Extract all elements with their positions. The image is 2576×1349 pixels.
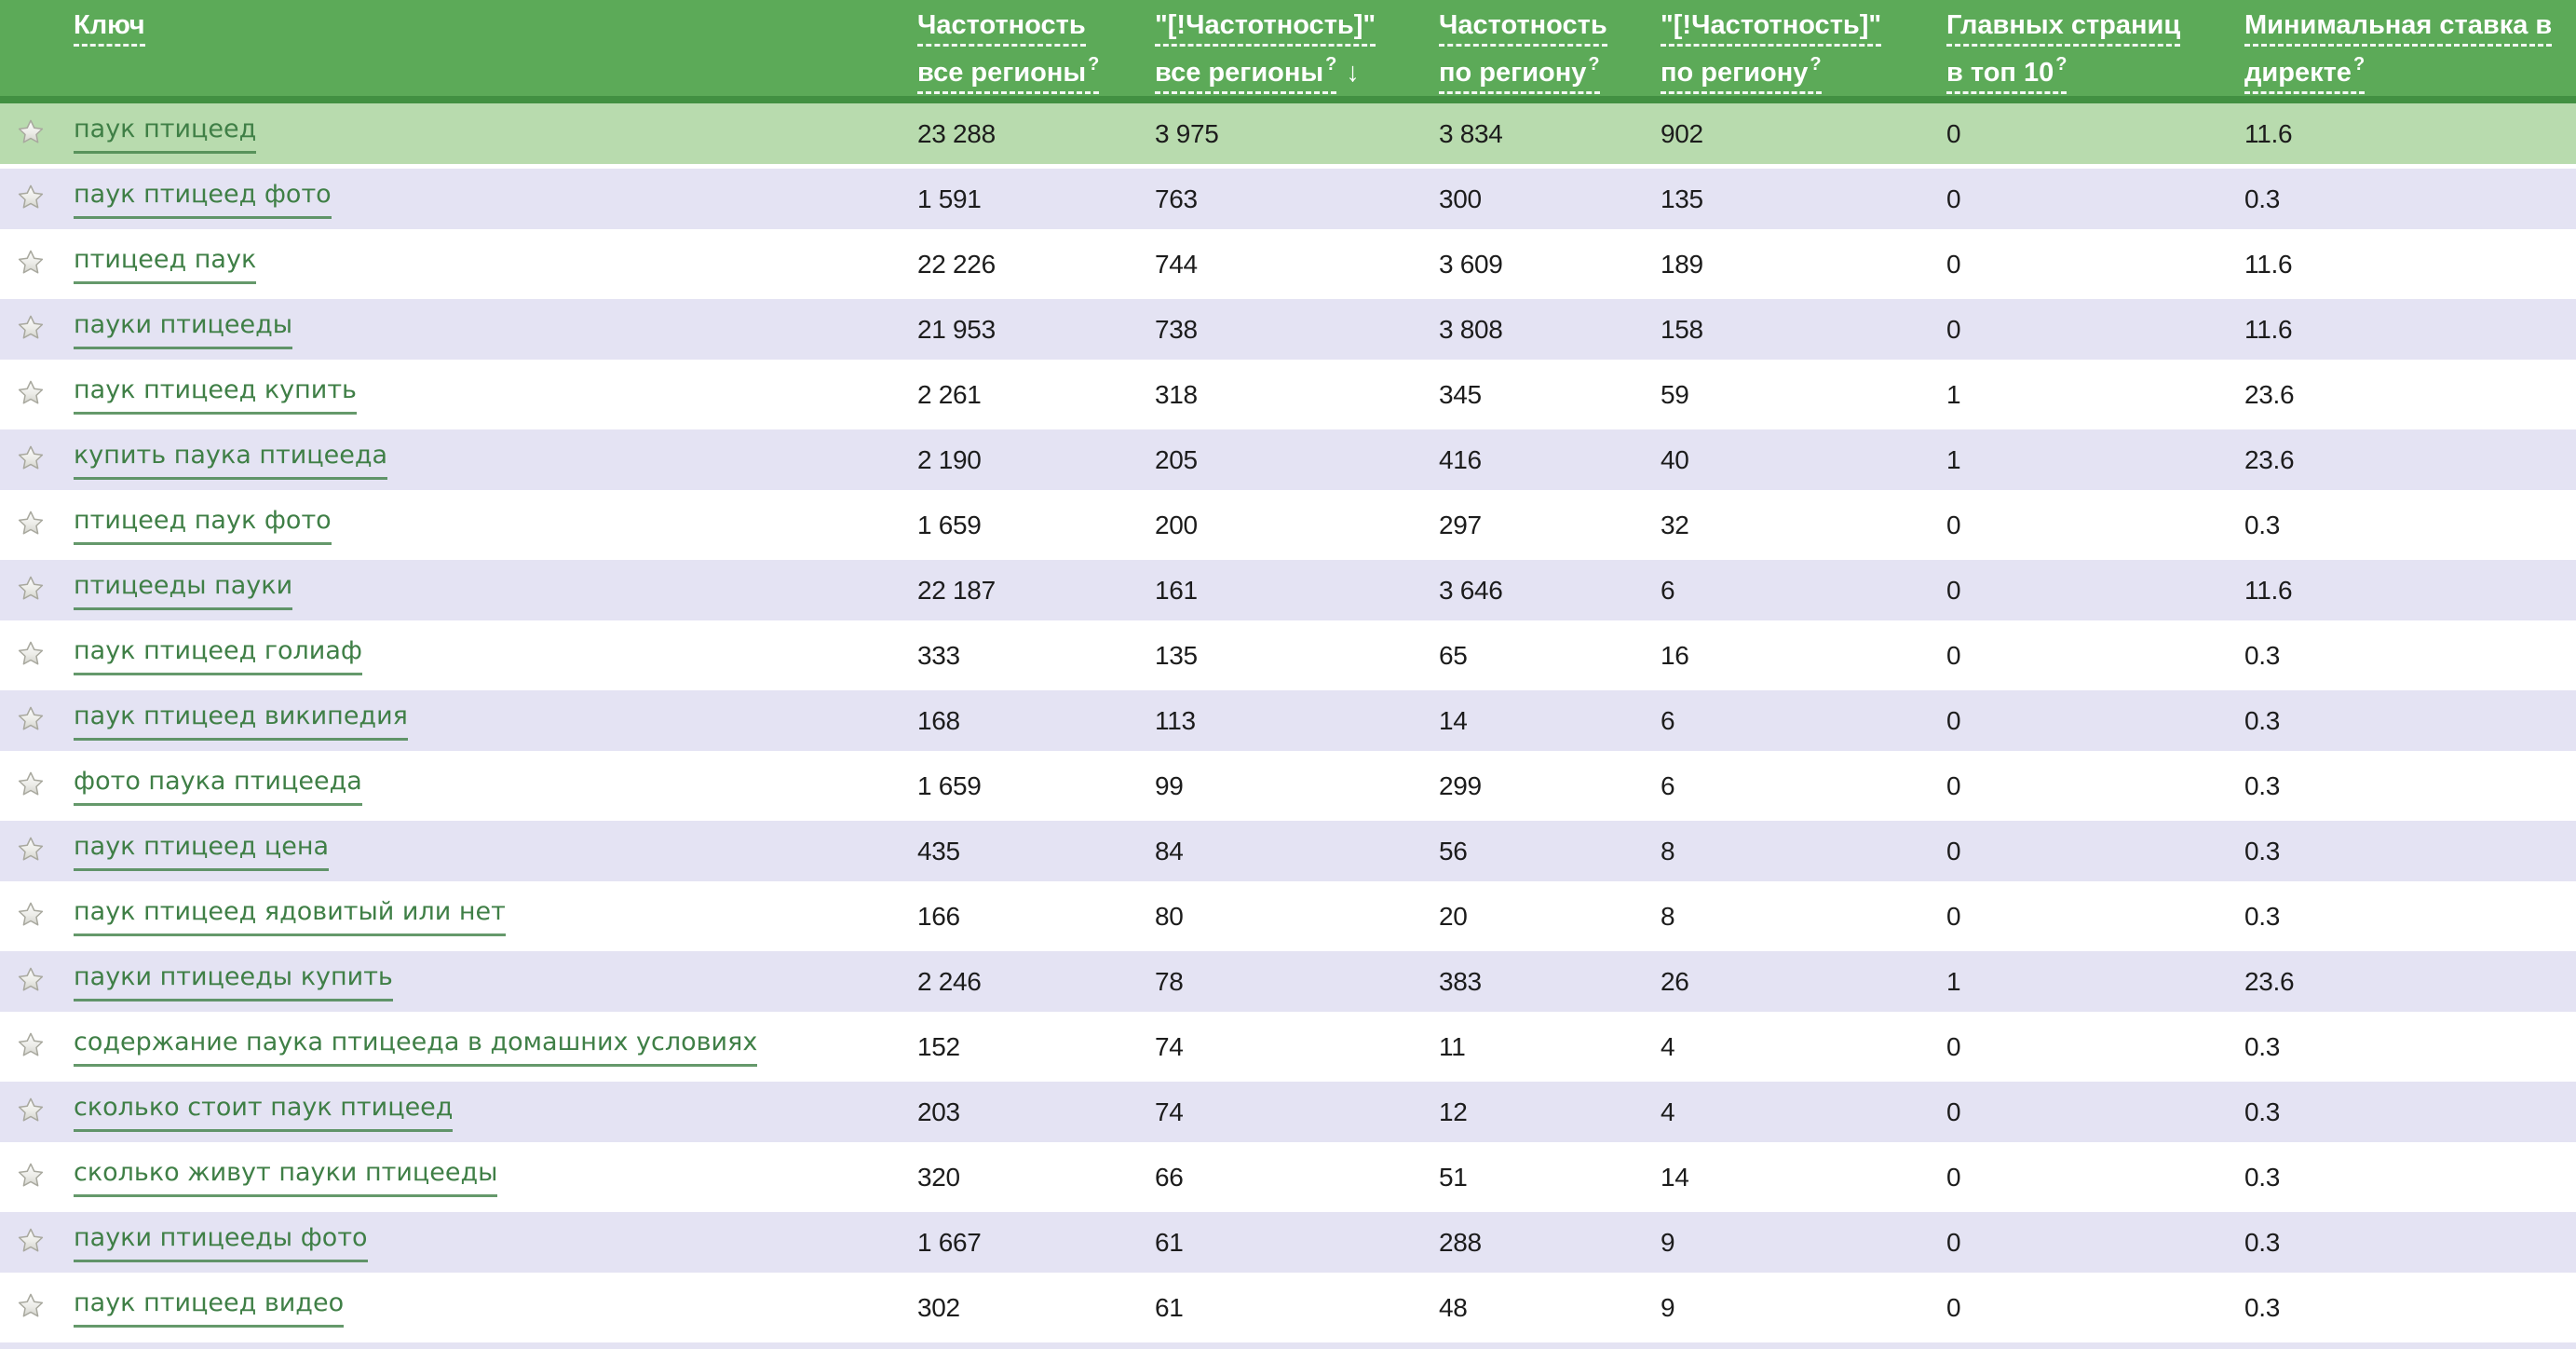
- favorite-star-icon[interactable]: [17, 705, 45, 732]
- freq-all-regions-cell: 166: [917, 901, 960, 931]
- favorite-cell: [0, 249, 56, 280]
- exact-freq-all-regions-cell: 113: [1155, 705, 1196, 735]
- freq-by-region-cell: 3 834: [1439, 118, 1503, 148]
- keyword-link[interactable]: пауки птицееды купить: [74, 962, 393, 1002]
- keyword-cell: [56, 1158, 917, 1197]
- freq-by-region-cell: 3 808: [1439, 314, 1503, 344]
- exact-freq-all-regions-cell: 205: [1155, 444, 1198, 474]
- exact-freq-all-regions-cell: 80: [1155, 901, 1184, 931]
- exact-freq-all-regions-cell: 61: [1155, 1292, 1184, 1322]
- exact-freq-all-regions-cell: 84: [1155, 836, 1184, 865]
- min-bid-direct-cell: 0.3: [2244, 836, 2281, 865]
- min-bid-direct-cell: 0.3: [2244, 901, 2281, 931]
- freq-by-region-cell: 345: [1439, 379, 1482, 409]
- favorite-cell: [0, 966, 56, 998]
- favorite-cell: [0, 444, 56, 476]
- favorite-star-icon[interactable]: [17, 314, 45, 341]
- column-label-line1[interactable]: "[!Частотность]": [1155, 7, 1376, 47]
- favorite-cell: [0, 901, 56, 933]
- exact-freq-by-region-cell: 8: [1661, 836, 1675, 865]
- exact-freq-by-region-cell: 9: [1661, 1227, 1675, 1257]
- exact-freq-all-regions-cell: 66: [1155, 1162, 1184, 1192]
- min-bid-direct-cell: 0.3: [2244, 510, 2281, 539]
- favorite-star-icon[interactable]: [17, 901, 45, 928]
- column-header-freq_all: [917, 7, 1155, 94]
- favorite-star-icon[interactable]: [17, 379, 45, 406]
- favorite-star-icon[interactable]: [17, 118, 45, 145]
- main-pages-top10-cell: 0: [1946, 118, 1961, 148]
- keyword-cell: [56, 115, 917, 154]
- keyword-link[interactable]: птицеед паук фото: [74, 506, 332, 545]
- freq-all-regions-cell: 2 261: [917, 379, 982, 409]
- exact-freq-by-region-cell: 902: [1661, 118, 1703, 148]
- keyword-cell: [56, 897, 917, 936]
- keyword-cell: [56, 245, 917, 284]
- favorite-cell: [0, 836, 56, 867]
- favorite-star-icon[interactable]: [17, 184, 45, 211]
- freq-by-region-cell: 12: [1439, 1097, 1468, 1126]
- exact-freq-by-region-cell: 32: [1661, 510, 1689, 539]
- help-question-icon[interactable]: ?: [1588, 54, 1600, 75]
- favorite-star-icon[interactable]: [17, 966, 45, 993]
- main-pages-top10-cell: 1: [1946, 444, 1961, 474]
- column-label-line1[interactable]: Частотность: [1439, 7, 1607, 47]
- freq-all-regions-cell: 21 953: [917, 314, 996, 344]
- keyword-link[interactable]: паук птицеед ядовитый или нет: [74, 897, 506, 936]
- keyword-cell: [56, 571, 917, 610]
- main-pages-top10-cell: 0: [1946, 314, 1961, 344]
- favorite-cell: [0, 1162, 56, 1193]
- keyword-link[interactable]: сколько живут пауки птицееды: [74, 1158, 497, 1197]
- keyword-row: [0, 169, 2576, 234]
- keyword-row: [0, 756, 2576, 821]
- exact-freq-by-region-cell: 40: [1661, 444, 1689, 474]
- help-question-icon[interactable]: ?: [2055, 54, 2068, 75]
- freq-all-regions-cell: 1 659: [917, 770, 982, 800]
- keyword-link[interactable]: паук птицеед цена: [74, 832, 329, 871]
- favorite-star-icon[interactable]: [17, 444, 45, 471]
- keyword-cell: [56, 180, 917, 219]
- freq-by-region-cell: 14: [1439, 705, 1468, 735]
- freq-all-regions-cell: 22 187: [917, 575, 996, 605]
- min-bid-direct-cell: 0.3: [2244, 1031, 2281, 1061]
- exact-freq-by-region-cell: 6: [1661, 575, 1675, 605]
- favorite-star-icon[interactable]: [17, 836, 45, 863]
- min-bid-direct-cell: 11.6: [2244, 575, 2293, 605]
- favorite-star-icon[interactable]: [17, 575, 45, 602]
- favorite-star-icon[interactable]: [17, 249, 45, 276]
- favorite-cell: [0, 314, 56, 346]
- main-pages-top10-cell: 0: [1946, 184, 1961, 213]
- exact-freq-all-regions-cell: 763: [1155, 184, 1198, 213]
- freq-by-region-cell: 3 609: [1439, 249, 1503, 279]
- favorite-star-icon[interactable]: [17, 1227, 45, 1254]
- column-label-line1[interactable]: "[!Частотность]": [1661, 7, 1881, 47]
- keyword-link[interactable]: паук птицеед видео: [74, 1288, 344, 1328]
- freq-all-regions-cell: 168: [917, 705, 960, 735]
- main-pages-top10-cell: 0: [1946, 836, 1961, 865]
- freq-all-regions-cell: 152: [917, 1031, 960, 1061]
- exact-freq-all-regions-cell: 78: [1155, 966, 1184, 996]
- keyword-link[interactable]: содержание паука птицееда в домашних условиях: [74, 1028, 757, 1067]
- exact-freq-by-region-cell: 4: [1661, 1097, 1675, 1126]
- min-bid-direct-cell: 11.6: [2244, 249, 2293, 279]
- min-bid-direct-cell: 0.3: [2244, 1162, 2281, 1192]
- exact-freq-by-region-cell: 135: [1661, 184, 1703, 213]
- favorite-cell: [0, 510, 56, 541]
- exact-freq-all-regions-cell: 3 975: [1155, 118, 1219, 148]
- favorite-cell: [0, 1097, 56, 1128]
- keyword-row: [0, 886, 2576, 951]
- exact-freq-by-region-cell: 26: [1661, 966, 1689, 996]
- exact-freq-all-regions-cell: 738: [1155, 314, 1198, 344]
- exact-freq-by-region-cell: 158: [1661, 314, 1703, 344]
- keyword-link[interactable]: паук птицеед википедия: [74, 702, 408, 741]
- help-question-icon[interactable]: ?: [2352, 54, 2366, 75]
- exact-freq-all-regions-cell: 74: [1155, 1097, 1184, 1126]
- column-label-line1[interactable]: Ключ: [74, 7, 145, 47]
- keyword-cell: [56, 441, 917, 480]
- column-header-freq_region: [1439, 7, 1661, 94]
- keyword-cell: [56, 962, 917, 1002]
- favorite-cell: [0, 184, 56, 215]
- keyword-cell: [56, 1028, 917, 1067]
- min-bid-direct-cell: 23.6: [2244, 966, 2295, 996]
- freq-all-regions-cell: 333: [917, 640, 960, 670]
- keyword-cell: [56, 1223, 917, 1262]
- column-label-line1[interactable]: Минимальная ставка в: [2244, 7, 2552, 47]
- favorite-star-icon[interactable]: [17, 1031, 45, 1058]
- keyword-row: [0, 1016, 2576, 1082]
- column-header-exact_region: [1661, 7, 1946, 94]
- keyword-row: [0, 625, 2576, 690]
- keyword-row: [0, 299, 2576, 364]
- help-question-icon[interactable]: ?: [1088, 54, 1100, 75]
- column-header-main_pages_top10: [1946, 7, 2244, 94]
- main-pages-top10-cell: 0: [1946, 640, 1961, 670]
- freq-by-region-cell: 51: [1439, 1162, 1468, 1192]
- favorite-star-icon[interactable]: [17, 640, 45, 667]
- keyword-row: [0, 1082, 2576, 1147]
- min-bid-direct-cell: 0.3: [2244, 640, 2281, 670]
- freq-all-regions-cell: 1 667: [917, 1227, 982, 1257]
- main-pages-top10-cell: 1: [1946, 379, 1961, 409]
- keyword-cell: [56, 1288, 917, 1328]
- main-pages-top10-cell: 0: [1946, 249, 1961, 279]
- freq-all-regions-cell: 203: [917, 1097, 960, 1126]
- main-pages-top10-cell: 0: [1946, 510, 1961, 539]
- freq-by-region-cell: 299: [1439, 770, 1482, 800]
- favorite-star-icon[interactable]: [17, 1097, 45, 1124]
- favorite-star-icon[interactable]: [17, 1292, 45, 1319]
- keyword-row: [0, 1147, 2576, 1212]
- column-header-min_bid_direct: [2244, 7, 2576, 94]
- keyword-row: [0, 1277, 2576, 1342]
- freq-by-region-cell: 300: [1439, 184, 1482, 213]
- column-header-key: [0, 7, 917, 47]
- favorite-star-icon[interactable]: [17, 770, 45, 797]
- main-pages-top10-cell: 0: [1946, 1162, 1961, 1192]
- column-label-line2[interactable]: в топ 10 ?: [1946, 47, 2067, 94]
- exact-freq-all-regions-cell: 744: [1155, 249, 1198, 279]
- freq-all-regions-cell: 23 288: [917, 118, 996, 148]
- keyword-row: [0, 234, 2576, 299]
- keyword-link[interactable]: фото паука птицееда: [74, 767, 362, 806]
- min-bid-direct-cell: 0.3: [2244, 1292, 2281, 1322]
- freq-by-region-cell: 288: [1439, 1227, 1482, 1257]
- keyword-row: [0, 951, 2576, 1016]
- min-bid-direct-cell: 0.3: [2244, 770, 2281, 800]
- keyword-cell: [56, 506, 917, 545]
- keyword-row: [0, 1212, 2576, 1277]
- main-pages-top10-cell: 0: [1946, 1227, 1961, 1257]
- keyword-row: [0, 429, 2576, 495]
- column-label-line2[interactable]: все регионы ?: [917, 47, 1099, 94]
- main-pages-top10-cell: 0: [1946, 770, 1961, 800]
- favorite-star-icon[interactable]: [17, 1162, 45, 1189]
- help-question-icon[interactable]: ?: [1325, 54, 1337, 75]
- exact-freq-by-region-cell: 16: [1661, 640, 1689, 670]
- exact-freq-all-regions-cell: 74: [1155, 1031, 1184, 1061]
- min-bid-direct-cell: 0.3: [2244, 184, 2281, 213]
- freq-all-regions-cell: 1 659: [917, 510, 982, 539]
- exact-freq-by-region-cell: 6: [1661, 705, 1675, 735]
- favorite-cell: [0, 575, 56, 606]
- keyword-cell: [56, 636, 917, 675]
- exact-freq-all-regions-cell: 161: [1155, 575, 1198, 605]
- column-label-line1[interactable]: Главных страниц: [1946, 7, 2180, 47]
- freq-by-region-cell: 20: [1439, 901, 1468, 931]
- freq-all-regions-cell: 302: [917, 1292, 960, 1322]
- favorite-cell: [0, 1292, 56, 1324]
- favorite-cell: [0, 705, 56, 737]
- column-label-line2[interactable]: по региону ?: [1439, 47, 1600, 94]
- exact-freq-all-regions-cell: 318: [1155, 379, 1198, 409]
- partial-next-row: [0, 1342, 2576, 1349]
- keyword-link[interactable]: паук птицеед голиаф: [74, 636, 362, 675]
- main-pages-top10-cell: 0: [1946, 1031, 1961, 1061]
- keyword-link[interactable]: сколько стоит паук птицеед: [74, 1093, 453, 1132]
- min-bid-direct-cell: 11.6: [2244, 314, 2293, 344]
- keyword-row: [0, 821, 2576, 886]
- exact-freq-all-regions-cell: 61: [1155, 1227, 1184, 1257]
- exact-freq-by-region-cell: 8: [1661, 901, 1675, 931]
- main-pages-top10-cell: 0: [1946, 1292, 1961, 1322]
- keyword-cell: [56, 832, 917, 871]
- keyword-link[interactable]: пауки птицееды: [74, 310, 292, 349]
- freq-all-regions-cell: 1 591: [917, 184, 982, 213]
- freq-by-region-cell: 48: [1439, 1292, 1468, 1322]
- keyword-cell: [56, 702, 917, 741]
- min-bid-direct-cell: 23.6: [2244, 379, 2295, 409]
- freq-by-region-cell: 65: [1439, 640, 1468, 670]
- main-pages-top10-cell: 0: [1946, 575, 1961, 605]
- favorite-star-icon[interactable]: [17, 510, 45, 537]
- keyword-link[interactable]: птицеед паук: [74, 245, 256, 284]
- favorite-cell: [0, 770, 56, 802]
- freq-all-regions-cell: 2 246: [917, 966, 982, 996]
- exact-freq-by-region-cell: 9: [1661, 1292, 1675, 1322]
- freq-all-regions-cell: 320: [917, 1162, 960, 1192]
- keyword-row: [0, 495, 2576, 560]
- keyword-link[interactable]: купить паука птицееда: [74, 441, 387, 480]
- freq-by-region-cell: 297: [1439, 510, 1482, 539]
- exact-freq-by-region-cell: 6: [1661, 770, 1675, 800]
- keyword-link[interactable]: пауки птицееды фото: [74, 1223, 368, 1262]
- main-pages-top10-cell: 0: [1946, 705, 1961, 735]
- main-pages-top10-cell: 0: [1946, 901, 1961, 931]
- keyword-cell: [56, 310, 917, 349]
- table-header: [0, 0, 2576, 103]
- keyword-row: [0, 690, 2576, 756]
- column-label-line1[interactable]: Частотность: [917, 7, 1086, 47]
- keyword-cell: [56, 375, 917, 415]
- exact-freq-by-region-cell: 14: [1661, 1162, 1689, 1192]
- freq-all-regions-cell: 22 226: [917, 249, 996, 279]
- keyword-link[interactable]: паук птицеед купить: [74, 375, 357, 415]
- min-bid-direct-cell: 11.6: [2244, 118, 2293, 148]
- keyword-link[interactable]: паук птицеед: [74, 115, 256, 154]
- main-pages-top10-cell: 0: [1946, 1097, 1961, 1126]
- exact-freq-by-region-cell: 4: [1661, 1031, 1675, 1061]
- exact-freq-by-region-cell: 189: [1661, 249, 1703, 279]
- freq-all-regions-cell: 435: [917, 836, 960, 865]
- freq-all-regions-cell: 2 190: [917, 444, 982, 474]
- keyword-cell: [56, 1093, 917, 1132]
- keyword-link[interactable]: паук птицеед фото: [74, 180, 332, 219]
- favorite-cell: [0, 1227, 56, 1259]
- freq-by-region-cell: 383: [1439, 966, 1482, 996]
- min-bid-direct-cell: 0.3: [2244, 1227, 2281, 1257]
- column-header-exact_all: [1155, 7, 1439, 94]
- favorite-cell: [0, 118, 56, 150]
- freq-by-region-cell: 3 646: [1439, 575, 1503, 605]
- column-label-line2[interactable]: все регионы ?: [1155, 47, 1336, 94]
- min-bid-direct-cell: 23.6: [2244, 444, 2295, 474]
- sort-desc-arrow-icon: ↓: [1346, 58, 1360, 88]
- table-body: [0, 103, 2576, 1349]
- help-question-icon[interactable]: ?: [1810, 54, 1822, 75]
- keyword-link[interactable]: птицееды пауки: [74, 571, 292, 610]
- exact-freq-by-region-cell: 59: [1661, 379, 1689, 409]
- keyword-cell: [56, 767, 917, 806]
- favorite-cell: [0, 1031, 56, 1063]
- favorite-cell: [0, 379, 56, 411]
- favorite-cell: [0, 640, 56, 672]
- min-bid-direct-cell: 0.3: [2244, 705, 2281, 735]
- min-bid-direct-cell: 0.3: [2244, 1097, 2281, 1126]
- freq-by-region-cell: 416: [1439, 444, 1482, 474]
- main-pages-top10-cell: 1: [1946, 966, 1961, 996]
- keyword-row: [0, 103, 2576, 169]
- exact-freq-all-regions-cell: 99: [1155, 770, 1184, 800]
- column-label-line2[interactable]: директе ?: [2244, 47, 2365, 94]
- freq-by-region-cell: 56: [1439, 836, 1468, 865]
- keyword-row: [0, 560, 2576, 625]
- exact-freq-all-regions-cell: 135: [1155, 640, 1198, 670]
- keyword-row: [0, 364, 2576, 429]
- freq-by-region-cell: 11: [1439, 1031, 1466, 1061]
- column-label-line2[interactable]: по региону ?: [1661, 47, 1822, 94]
- exact-freq-all-regions-cell: 200: [1155, 510, 1198, 539]
